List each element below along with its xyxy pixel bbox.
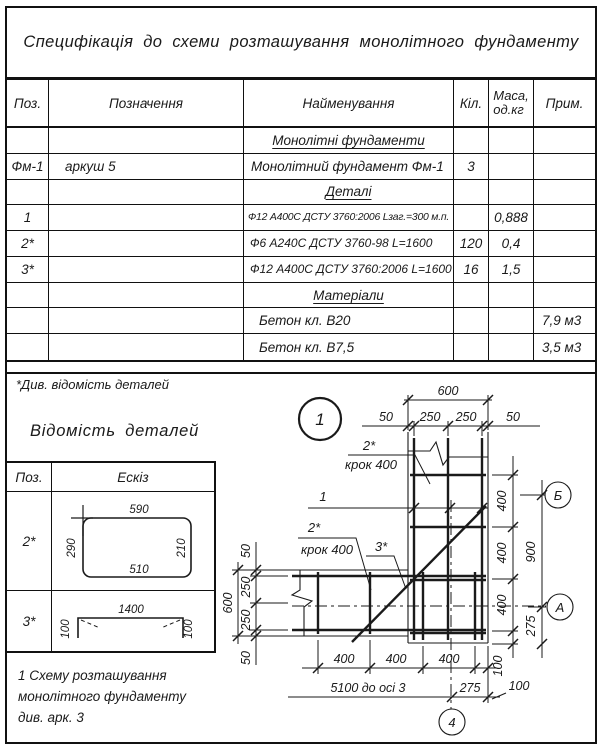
dim-590: 590 xyxy=(129,503,149,516)
dim-1400: 1400 xyxy=(118,604,144,616)
page-title: Специфікація до схеми розташування монолітного фундаменту xyxy=(23,33,579,51)
table-cell xyxy=(454,283,489,309)
bottom-note-line1: 1 Схему розташування xyxy=(18,668,167,683)
group-header: Деталі xyxy=(244,180,454,206)
table-cell xyxy=(49,128,244,154)
table-cell xyxy=(7,308,49,334)
table-cell xyxy=(534,257,595,283)
table-cell: аркуш 5 xyxy=(49,154,244,180)
col-header-name: Найменування xyxy=(244,80,454,128)
label-pos2-left: 2* xyxy=(307,520,321,535)
table-cell: 1 xyxy=(7,205,49,231)
dim-290: 290 xyxy=(66,537,78,558)
dim-100-right: 100 xyxy=(183,619,195,639)
dim-top-50a: 50 xyxy=(379,410,393,424)
table-cell xyxy=(489,128,534,154)
table-cell: Монолітний фундамент Фм-1 xyxy=(244,154,454,180)
dim-bottom-100: 100 xyxy=(508,679,530,693)
dim-210: 210 xyxy=(176,537,188,558)
table-cell: 3 xyxy=(454,154,489,180)
dim-left-50b: 50 xyxy=(239,651,253,665)
label-pos1: 1 xyxy=(319,489,327,504)
table-cell: 120 xyxy=(454,231,489,257)
table-cell xyxy=(489,308,534,334)
table-cell xyxy=(454,334,489,360)
sketch-item-2 xyxy=(52,492,214,591)
table-cell xyxy=(7,334,49,360)
col-header-note: Прим. xyxy=(534,80,595,128)
dim-left-250b: 250 xyxy=(239,609,253,631)
table-cell: 0,4 xyxy=(489,231,534,257)
table-cell xyxy=(454,128,489,154)
col-header-pos: Поз. xyxy=(7,80,49,128)
sketch-item-3 xyxy=(52,591,214,651)
table-cell: Ф6 А240С ДСТУ 3760-98 L=1600 xyxy=(244,231,454,257)
table-cell xyxy=(49,205,244,231)
dim-bottom-400b: 400 xyxy=(385,652,407,666)
dim-right-100: 100 xyxy=(491,655,505,677)
table-cell xyxy=(454,205,489,231)
table-cell xyxy=(7,180,49,206)
dim-bottom-400c: 400 xyxy=(438,652,460,666)
table-cell xyxy=(534,205,595,231)
table-cell: 0,888 xyxy=(489,205,534,231)
table-cell xyxy=(534,231,595,257)
label-pos3: 3* xyxy=(374,539,388,554)
dim-right-400c: 400 xyxy=(495,594,509,616)
table-cell xyxy=(534,154,595,180)
dim-100-left: 100 xyxy=(60,619,72,639)
dim-top-250b: 250 xyxy=(455,410,477,424)
dim-bottom-400a: 400 xyxy=(333,652,355,666)
table-cell: Ф12 А400С ДСТУ 3760:2006 Lзаг.=300 м.п. xyxy=(244,205,454,231)
bar-sketch xyxy=(54,592,212,650)
dim-right-400b: 400 xyxy=(495,542,509,564)
table-cell xyxy=(49,334,244,360)
table-cell: 3* xyxy=(7,257,49,283)
table-cell xyxy=(454,308,489,334)
table-cell xyxy=(7,283,49,309)
table-cell xyxy=(49,308,244,334)
axis-label-4: 4 xyxy=(448,715,456,730)
col-header-mass-line2: од.кг xyxy=(493,102,524,117)
title-block xyxy=(5,6,597,79)
dim-top-250a: 250 xyxy=(419,410,441,424)
label-pos2-top: 2* xyxy=(362,438,376,453)
details-header-pos: Поз. xyxy=(7,463,52,492)
dim-top-50b: 50 xyxy=(506,410,520,424)
axis-label-b: Б xyxy=(553,488,563,503)
table-cell: 3,5 м3 xyxy=(542,339,582,355)
dim-left-total: 600 xyxy=(221,592,235,614)
table-cell xyxy=(7,128,49,154)
table-cell xyxy=(49,231,244,257)
dim-510: 510 xyxy=(129,563,149,576)
table-cell xyxy=(489,154,534,180)
col-header-mass-line1: Маса, xyxy=(493,87,529,103)
table-cell xyxy=(454,180,489,206)
table-cell: Ф12 А400С ДСТУ 3760:2006 L=1600 xyxy=(244,257,454,283)
table-cell: Бетон кл. В20 xyxy=(244,308,454,334)
table-cell xyxy=(489,334,534,360)
table-cell: Фм-1 xyxy=(7,154,49,180)
details-heading: Відомість деталей xyxy=(30,422,200,440)
details-header-sketch: Ескіз xyxy=(52,463,214,492)
dim-bottom-total: 5100 до осі 3 xyxy=(330,681,406,695)
bottom-note-line3: див. арк. 3 xyxy=(18,710,84,725)
dim-left-50a: 50 xyxy=(239,544,253,558)
detail-callout-number: 1 xyxy=(315,410,325,429)
table-cell: 1,5 xyxy=(489,257,534,283)
dim-right-total: 900 xyxy=(524,541,538,563)
table-cell xyxy=(49,180,244,206)
details-pos-3: 3* xyxy=(7,591,52,651)
col-header-mass xyxy=(489,80,534,128)
section-divider xyxy=(5,372,597,374)
table-cell xyxy=(534,128,595,154)
dim-left-250a: 250 xyxy=(239,576,253,598)
table-cell xyxy=(489,283,534,309)
table-cell xyxy=(534,180,595,206)
table-cell: Бетон кл. В7,5 xyxy=(244,334,454,360)
stirrup-sketch xyxy=(54,493,212,590)
footnote: *Див. відомість деталей xyxy=(16,377,169,392)
bottom-note-line2: монолітного фундаменту xyxy=(18,689,186,704)
table-cell xyxy=(49,283,244,309)
dim-right-offset: 275 xyxy=(524,615,538,637)
group-header: Монолітні фундаменти xyxy=(244,128,454,154)
axis-label-a: А xyxy=(555,600,565,615)
dim-right-400a: 400 xyxy=(495,490,509,512)
col-header-designation: Позначення xyxy=(49,80,244,128)
table-cell xyxy=(534,283,595,309)
details-pos-2: 2* xyxy=(7,492,52,591)
specification-table xyxy=(5,78,597,362)
table-cell: 16 xyxy=(454,257,489,283)
col-header-qty: Кіл. xyxy=(454,80,489,128)
details-table xyxy=(5,461,216,653)
dim-bottom-offset: 275 xyxy=(459,681,481,695)
table-cell: 2* xyxy=(7,231,49,257)
label-step-left: крок 400 xyxy=(300,542,354,557)
table-cell xyxy=(49,257,244,283)
table-cell xyxy=(489,180,534,206)
dim-top-total: 600 xyxy=(437,384,459,398)
label-step-top: крок 400 xyxy=(344,457,398,472)
group-header: Матеріали xyxy=(244,283,454,309)
bottom-note xyxy=(18,665,186,728)
table-cell: 7,9 м3 xyxy=(534,308,595,334)
